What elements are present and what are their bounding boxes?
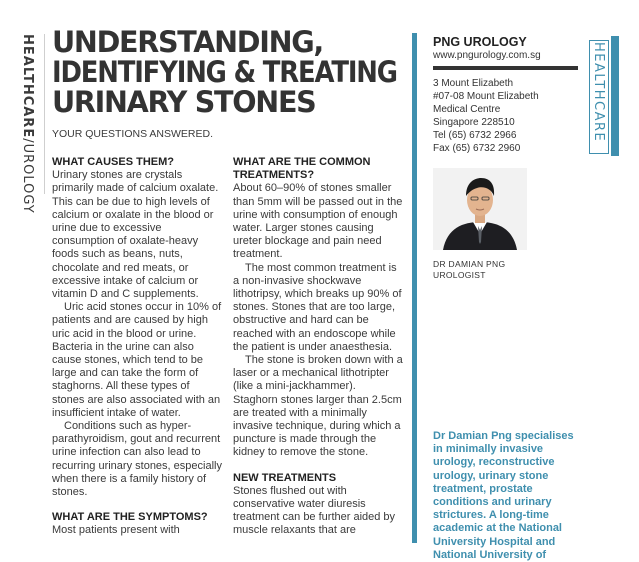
caption-name: DR DAMIAN PNG (433, 259, 506, 269)
doctor-bio: Dr Damian Png specialises in minimally invasive urology, reconstructive urology, urinary stone treatment, prostate conditions and urinary strictures. A long-time academic at the National University Hospital and National University of (433, 430, 574, 561)
paragraph: The stone is broken down with a laser or a mechanical lithotripter (like a mini-jackhammer). Staghorn stones larger than 2.5cm are treated with a minimally invasive technique, during which a puncture is made through the kidney to remove the stone. (233, 354, 403, 459)
paragraph: About 60–90% of stones smaller than 5mm will be passed out in the urine with consumption of enough water. Larger stones causing ureter blockage and pain need treatment. (233, 182, 403, 261)
address-line: Fax (65) 6732 2960 (433, 143, 521, 154)
photo-caption (433, 259, 505, 281)
headline-line-3: URINARY STONES (52, 85, 316, 119)
paragraph: Most patients present with (52, 524, 180, 537)
headline-line-1: UNDERSTANDING, (52, 25, 323, 59)
subhead: YOUR QUESTIONS ANSWERED. (52, 128, 214, 140)
address-line: Tel (65) 6732 2966 (433, 130, 517, 141)
paragraph: Stones flushed out with conservative water diuresis treatment can be further aided by muscle relaxants that are (233, 484, 396, 537)
paragraph: Uric acid stones occur in 10% of patients and are caused by high uric acid in the blood or urine. Bacteria in the urine can also cause stones, which tend to be large and can take the form of staghorns. All these types of stones are also associated with an insufficient intake of water. (52, 301, 222, 419)
left-divider (44, 34, 45, 194)
heading-causes: WHAT CAUSES THEM? (52, 156, 175, 168)
section-label-right: HEALTHCARE (591, 42, 606, 143)
heading-symptoms: WHAT ARE THE SYMPTOMS? (52, 511, 208, 524)
headline (52, 27, 402, 117)
heading-treatments: WHAT ARE THE COMMON TREATMENTS? (233, 156, 371, 182)
heading-new-treatments: NEW TREATMENTS (233, 471, 337, 484)
sidebar-accent-bar (412, 33, 417, 543)
org-rule (433, 66, 578, 70)
address-line: #07-08 Mount Elizabeth (433, 91, 539, 102)
doctor-portrait (433, 168, 527, 250)
paragraph: Conditions such as hyper-parathyroidism, gout and recurrent urine infection can also lead to recurring urinary stones, especially when there is a family history of stones. (52, 420, 222, 499)
article-column-2 (233, 156, 403, 538)
address-line: 3 Mount Elizabeth (433, 78, 514, 89)
headline-line-2: IDENTIFYING & TREATING (52, 55, 397, 89)
portrait-illustration (433, 168, 527, 250)
address-block (433, 77, 539, 155)
section-label-bold: HEALTHCARE (20, 34, 35, 139)
paragraph: Urinary stones are crystals primarily made of calcium oxalate. This can be due to high levels of calcium or oxalate in the blood or urine due to excessive consumption of oxalate-heavy foods such as beans, nuts, chocolate and red meats, or excessive intake of calcium or vitamin D and C supplements. (52, 169, 219, 301)
org-name: PNG UROLOGY (433, 35, 527, 49)
org-url[interactable]: www.pngurology.com.sg (433, 50, 541, 61)
section-label-left (20, 34, 35, 214)
paragraph: The most common treatment is a non-invasive shockwave lithotripsy, which breaks up 90% of stones. Stones that are too large, obstructive and hard can be reached with an endoscope while the patient is under anaesthesia. (233, 261, 402, 353)
caption-title: UROLOGIST (433, 270, 486, 280)
section-label-rest: /UROLOGY (20, 138, 35, 214)
address-line: Singapore 228510 (433, 117, 515, 128)
right-accent-bar (611, 36, 619, 156)
article-column-1 (52, 156, 222, 538)
address-line: Medical Centre (433, 104, 501, 115)
